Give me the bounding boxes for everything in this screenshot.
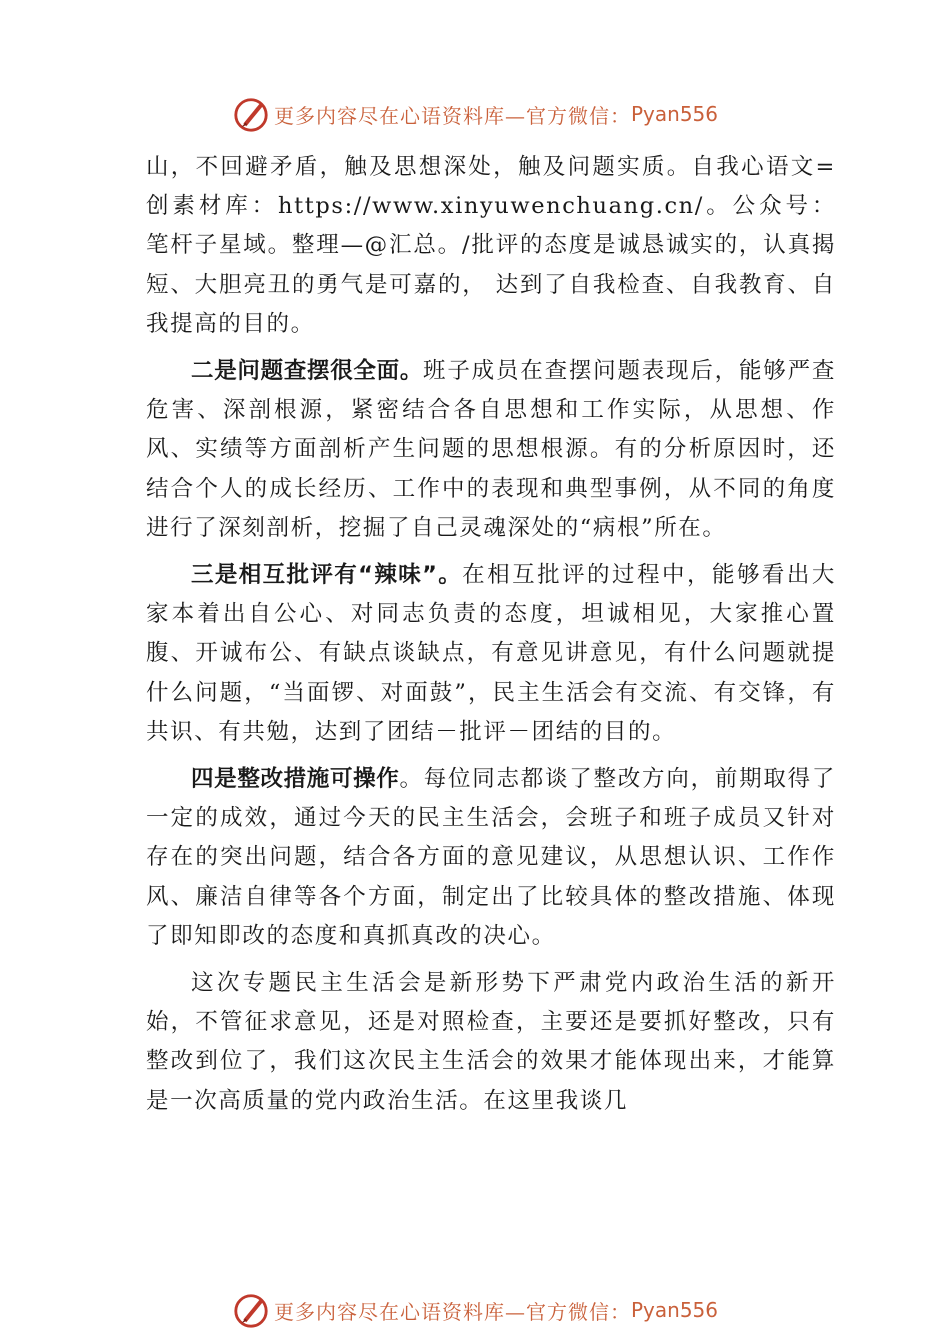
footer-banner (0, 1288, 950, 1332)
paragraph-3-heading: 三是相互批评有“辣味”。 (191, 562, 463, 589)
footer-banner-text: 更多内容尽在心语资料库—官方微信： (273, 1299, 631, 1324)
paragraph-1 (146, 148, 836, 344)
paragraph-4 (146, 760, 836, 956)
paragraph-4-heading: 四是整改措施可操作 (191, 766, 400, 793)
paragraph-4-body: 。每位同志都谈了整改方向，前期取得了一定的成效，通过今天的民主生活会，会班子和班子成员又针对存在的突出问题，结合各方面的意见建议，从思想认识、工作作风、廉洁自律等各个方面，制定出了比较具体的整改措施、体现了即知即改的态度和真抓真改的决心。 (146, 766, 836, 949)
paragraph-3-body: 在相互批评的过程中，能够看出大家本着出自公心、对同志负责的态度，坦诚相见，大家推心置腹、开诚布公、有缺点谈缺点，有意见讲意见，有什么问题就提什么问题，“当面锣、对面鼓”，民主生活会有交流、有交锋，有共识、有共勉，达到了团结－批评－团结的目的。 (146, 562, 836, 745)
header-wechat-id: Pyan556 (630, 102, 718, 126)
header-banner-text: 更多内容尽在心语资料库—官方微信： (273, 103, 631, 128)
paragraph-5 (146, 964, 836, 1121)
quill-logo-icon (232, 95, 270, 133)
footer-wechat-id: Pyan556 (630, 1298, 718, 1322)
paragraph-3 (146, 556, 836, 752)
paragraph-2 (146, 352, 836, 548)
header-banner (0, 92, 950, 136)
paragraph-2-body: 班子成员在查摆问题表现后，能够严查危害、深剖根源，紧密结合各自思想和工作实际，从思想、作风、实绩等方面剖析产生问题的思想根源。有的分析原因时，还结合个人的成长经历、工作中的表现和典型事例，从不同的角度进行了深刻剖析，挖掘了自己灵魂深处的“病根”所在。 (146, 358, 836, 541)
paragraph-5-body: 这次专题民主生活会是新形势下严肃党内政治生活的新开始，不管征求意见，还是对照检查，主要还是要抓好整改，只有整改到位了，我们这次民主生活会的效果才能体现出来，才能算是一次高质量的党内政治生活。在这里我谈几 (146, 970, 836, 1114)
quill-logo-icon (232, 1291, 270, 1329)
document-body (146, 148, 836, 1129)
paragraph-1-body: 山，不回避矛盾，触及思想深处，触及问题实质。自我心语文=创素材库：https://www.xinyuwenchuang.cn/。公众号：笔杆子星域。整理—@汇总。/批评的态度是诚恳诚实的，认真揭短、大胆亮丑的勇气是可嘉的， 达到了自我检查、自我教育、自我提高的目的。 (146, 154, 836, 337)
paragraph-2-heading: 二是问题查摆很全面。 (191, 358, 424, 385)
